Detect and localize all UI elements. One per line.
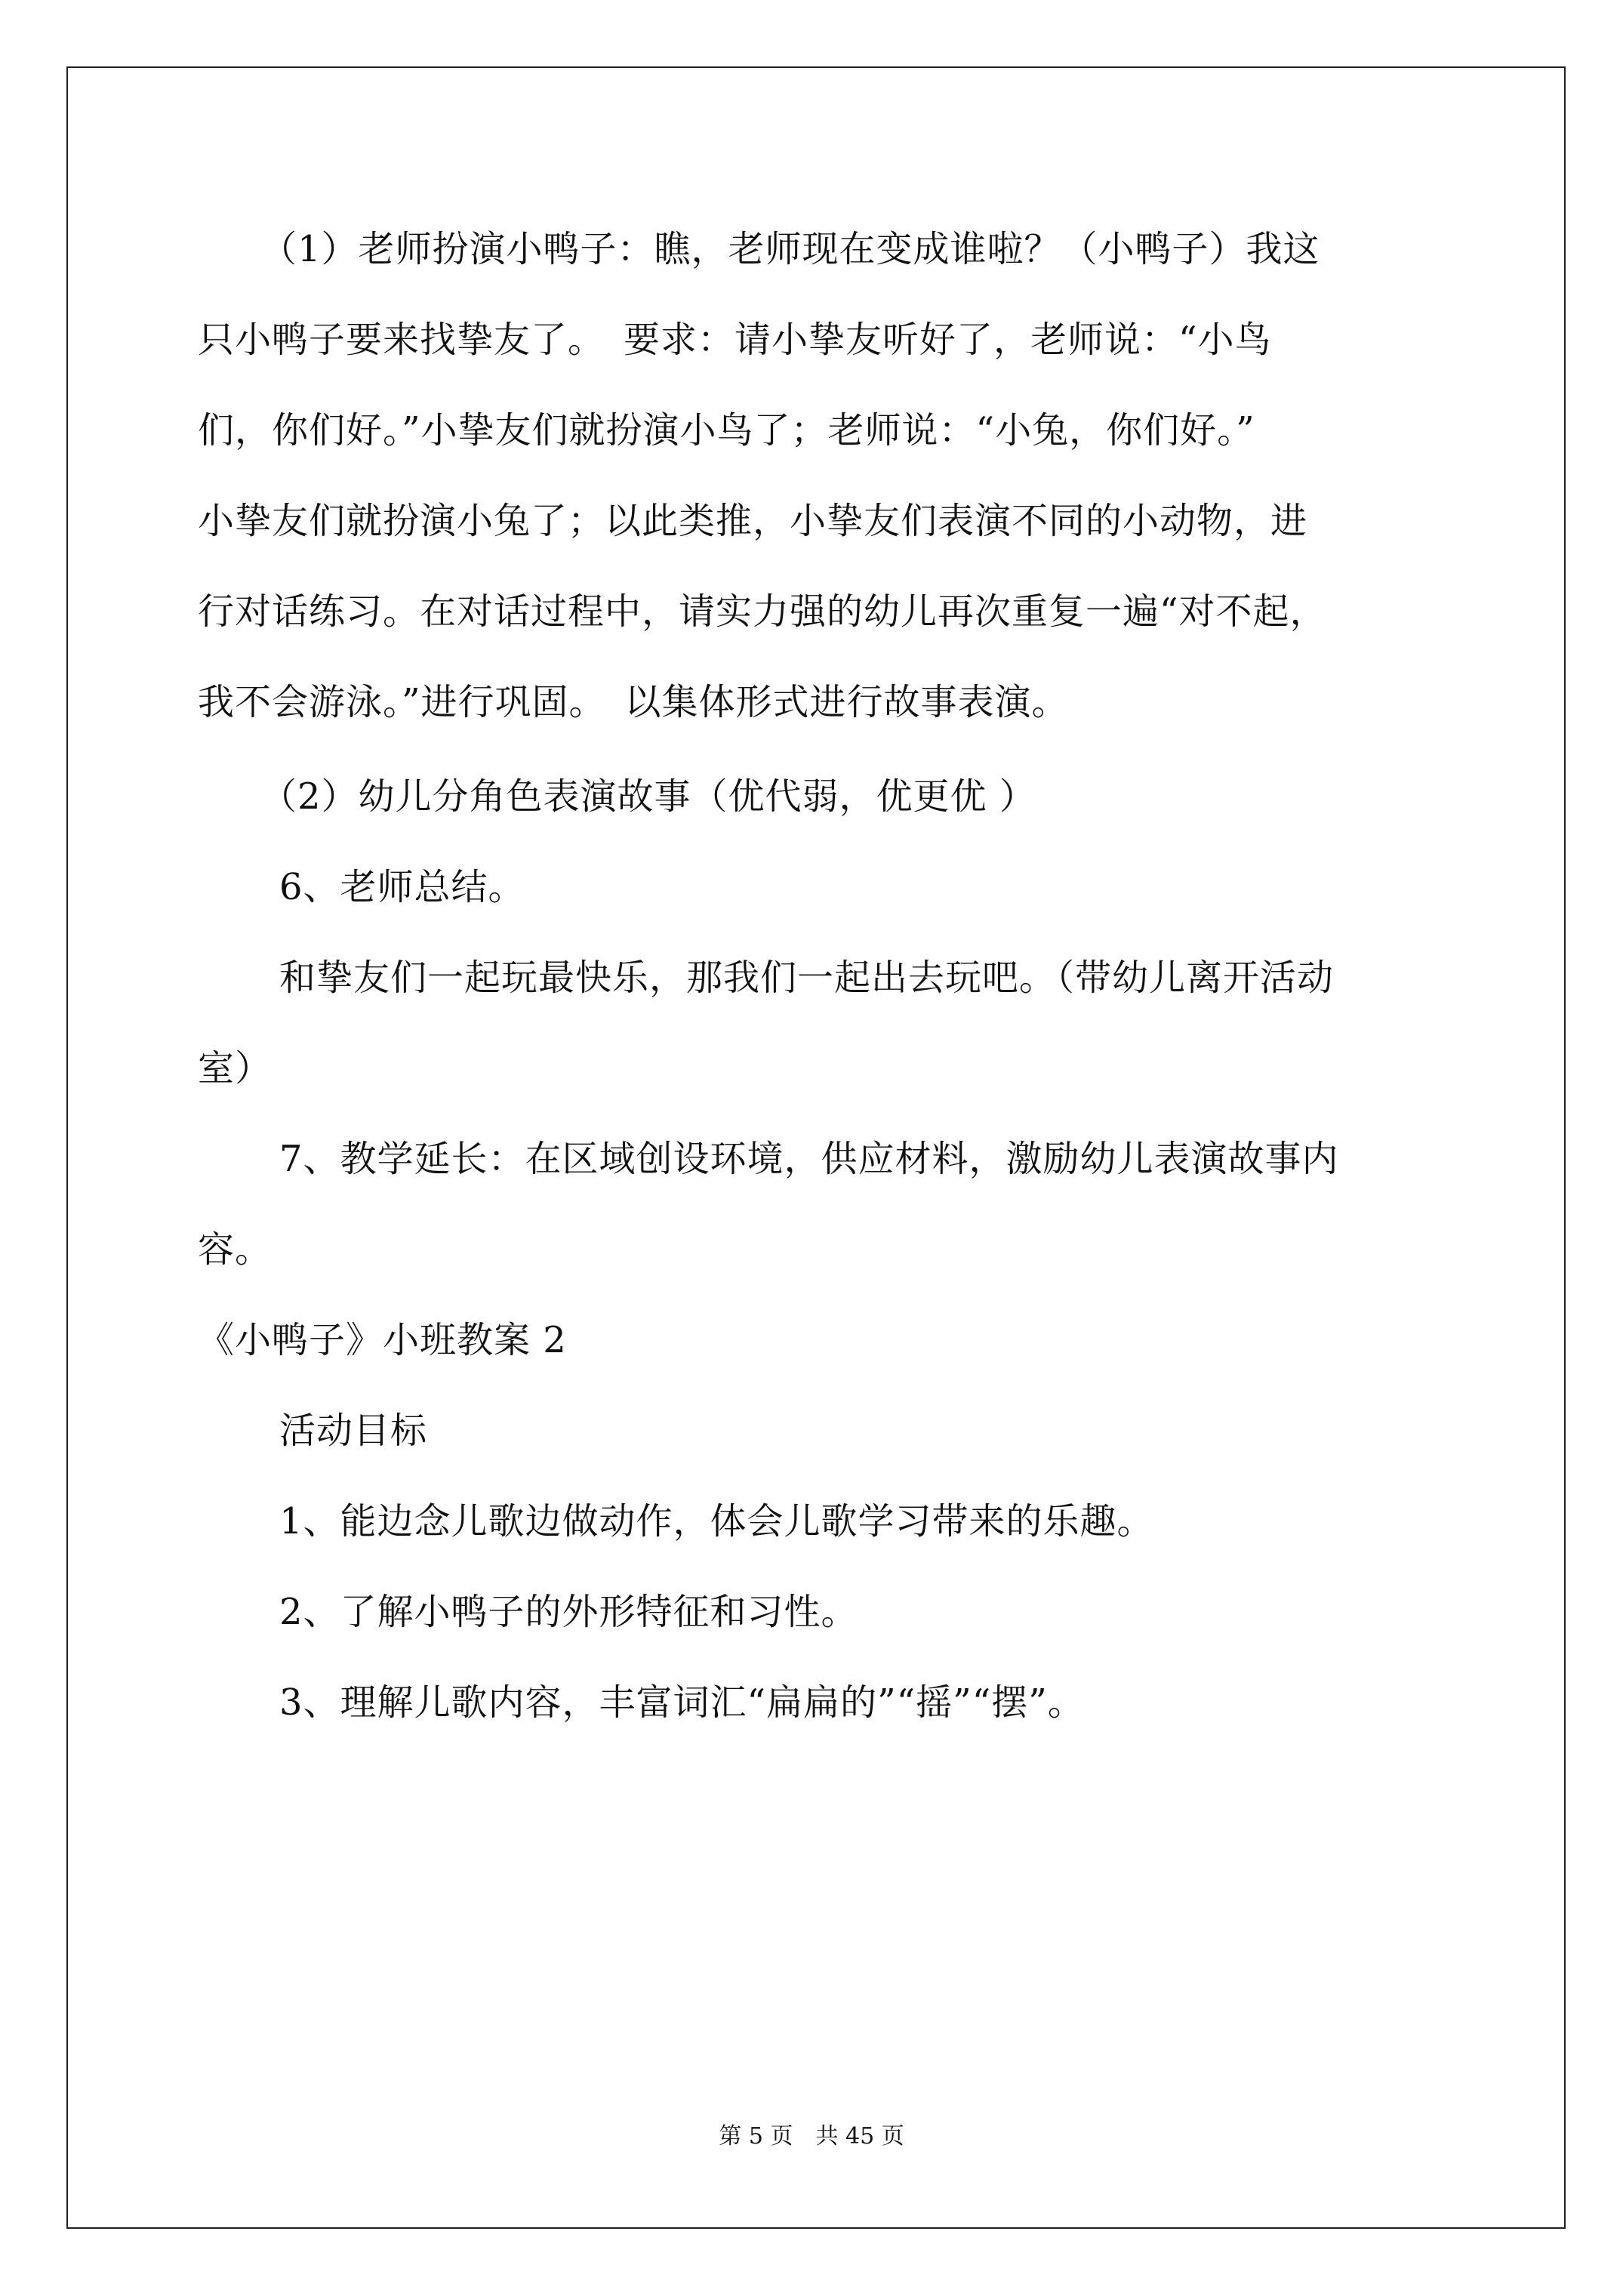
paragraph-line-10: 室） xyxy=(198,1047,273,1089)
paragraph-line-3: 们，你们好。”小挚友们就扮演小鸟了；老师说：“小兔，你们好。” xyxy=(198,409,1255,451)
paragraph-line-7: （2）幼儿分角色表演故事（优代弱，优更优 ） xyxy=(260,775,1036,818)
paragraph-line-12: 容。 xyxy=(198,1228,273,1271)
paragraph-line-9: 和挚友们一起玩最快乐，那我们一起出去玩吧。（带幼儿离开活动 xyxy=(279,957,1335,999)
paragraph-line-2: 只小鸭子要来找挚友了。 要求：请小挚友听好了，老师说：“小鸟 xyxy=(198,319,1272,361)
paragraph-line-11: 7、教学延长：在区域创设环境，供应材料，激励幼儿表演故事内 xyxy=(279,1138,1339,1180)
paragraph-line-8: 6、老师总结。 xyxy=(279,866,525,908)
page-number-footer: 第 5 页 共 45 页 xyxy=(719,2123,904,2150)
paragraph-line-5: 行对话练习。在对话过程中，请实力强的幼儿再次重复一遍“对不起， xyxy=(198,590,1327,633)
section-heading: 《小鸭子》小班教案 2 xyxy=(198,1319,567,1361)
goal-item-3: 3、理解儿歌内容，丰富词汇“扁扁的”“摇”“摆”。 xyxy=(279,1681,1085,1724)
goal-item-2: 2、了解小鸭子的外形特征和习性。 xyxy=(279,1591,858,1633)
goal-item-1: 1、能边念儿歌边做动作，体会儿歌学习带来的乐趣。 xyxy=(279,1500,1154,1542)
paragraph-line-1: （1）老师扮演小鸭子：瞧，老师现在变成谁啦？（小鸭子）我这 xyxy=(260,228,1320,270)
paragraph-line-6: 我不会游泳。”进行巩固。 以集体形式进行故事表演。 xyxy=(198,681,1069,723)
paragraph-line-4: 小挚友们就扮演小兔了；以此类推，小挚友们表演不同的小动物，进 xyxy=(198,500,1308,542)
subheading-activity-goals: 活动目标 xyxy=(279,1410,428,1452)
